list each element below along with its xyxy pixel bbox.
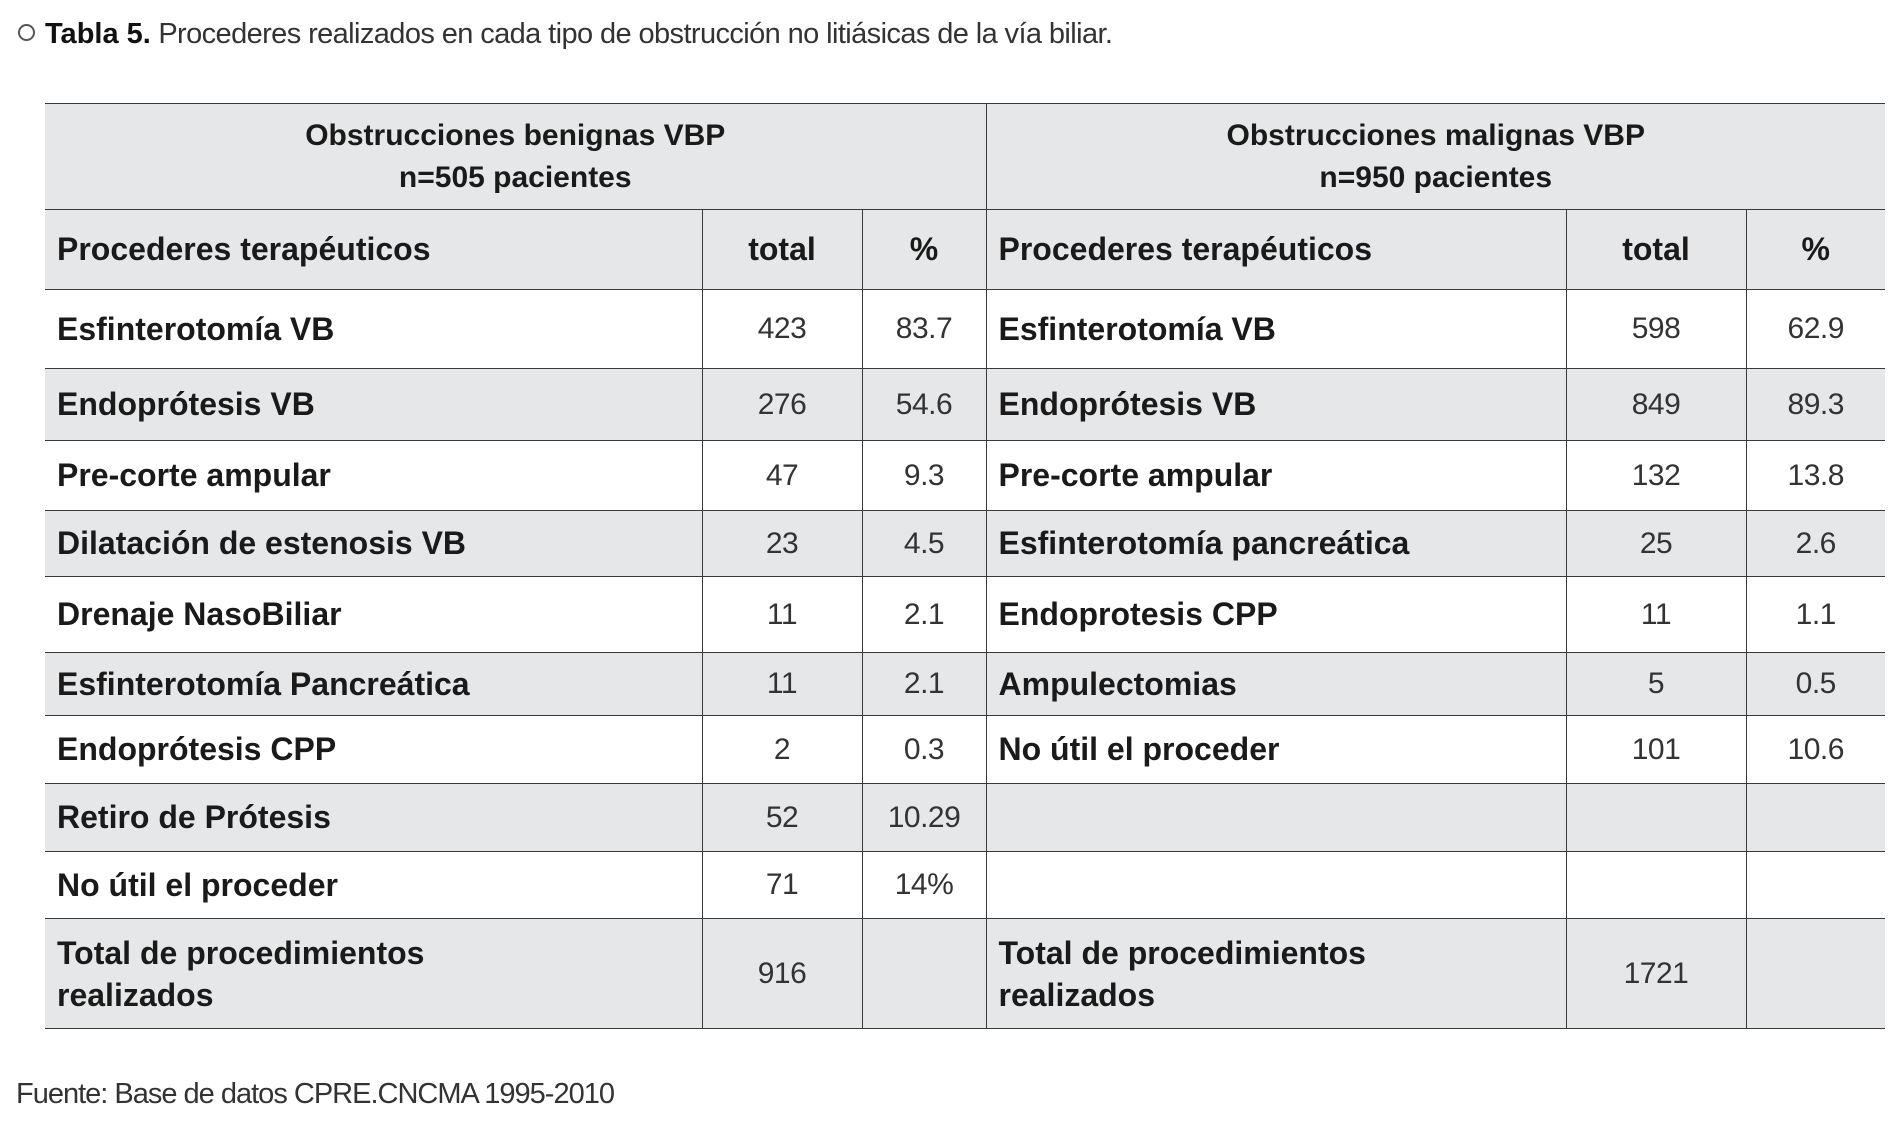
benign-procedure-pct: 54.6 bbox=[862, 369, 986, 441]
benign-procedure-name: No útil el proceder bbox=[45, 852, 702, 919]
benign-procedure-name: Endoprótesis CPP bbox=[45, 716, 702, 784]
benign-col-pct-header: % bbox=[862, 210, 986, 290]
malign-procedure-name: No útil el proceder bbox=[986, 716, 1566, 784]
table-row bbox=[45, 290, 1885, 369]
benign-procedure-total: 47 bbox=[702, 441, 862, 511]
malign-col-total-header: total bbox=[1566, 210, 1746, 290]
benign-procedure-pct: 10.29 bbox=[862, 784, 986, 852]
benign-procedure-total: 71 bbox=[702, 852, 862, 919]
malign-procedure-pct: 13.8 bbox=[1746, 441, 1885, 511]
malign-procedure-name: Esfinterotomía VB bbox=[986, 290, 1566, 369]
benign-group-subtitle: n=505 pacientes bbox=[398, 160, 632, 194]
benign-procedure-name: Retiro de Prótesis bbox=[45, 784, 702, 852]
circle-bullet-icon bbox=[18, 24, 35, 41]
benign-col-total-header: total bbox=[702, 210, 862, 290]
table-caption bbox=[18, 14, 1112, 54]
malign-procedure-name: Endoprótesis VB bbox=[986, 369, 1566, 441]
malign-total-label-line2: realizados bbox=[998, 976, 1156, 1013]
benign-procedure-name: Esfinterotomía Pancreática bbox=[45, 653, 702, 716]
procedures-table bbox=[45, 103, 1885, 1029]
benign-procedure-pct: 9.3 bbox=[862, 441, 986, 511]
benign-group-title: Obstrucciones benignas VBP bbox=[305, 118, 726, 152]
benign-col-name-header: Procederes terapéuticos bbox=[45, 210, 702, 290]
benign-procedure-pct: 2.1 bbox=[862, 653, 986, 716]
table-row bbox=[45, 511, 1885, 577]
benign-procedure-total: 276 bbox=[702, 369, 862, 441]
malign-total-value: 1721 bbox=[1566, 919, 1746, 1029]
table-row bbox=[45, 716, 1885, 784]
malign-procedure-total: 101 bbox=[1566, 716, 1746, 784]
benign-total-label-line2: realizados bbox=[57, 976, 214, 1013]
benign-total-value: 916 bbox=[702, 919, 862, 1029]
benign-procedure-name: Dilatación de estenosis VB bbox=[45, 511, 702, 577]
malign-procedure-total: 132 bbox=[1566, 441, 1746, 511]
malign-procedure-pct: 2.6 bbox=[1746, 511, 1885, 577]
benign-procedure-name: Esfinterotomía VB bbox=[45, 290, 702, 369]
malign-procedure-name: Ampulectomias bbox=[986, 653, 1566, 716]
table-row bbox=[45, 441, 1885, 511]
malign-procedure-total: 25 bbox=[1566, 511, 1746, 577]
benign-group-header bbox=[45, 104, 986, 210]
table-row bbox=[45, 784, 1885, 852]
totals-row bbox=[45, 919, 1885, 1029]
malign-procedure-total: 849 bbox=[1566, 369, 1746, 441]
column-header-row bbox=[45, 210, 1885, 290]
malign-procedure-pct: 89.3 bbox=[1746, 369, 1885, 441]
malign-procedure-total: 598 bbox=[1566, 290, 1746, 369]
malign-group-title: Obstrucciones malignas VBP bbox=[1226, 118, 1645, 152]
malign-procedure-total: 11 bbox=[1566, 577, 1746, 653]
malign-total-pct bbox=[1746, 919, 1885, 1029]
benign-procedure-total: 423 bbox=[702, 290, 862, 369]
malign-group-subtitle: n=950 pacientes bbox=[1319, 160, 1553, 194]
malign-total-label-line1: Total de procedimientos bbox=[998, 934, 1366, 971]
benign-total-label-line1: Total de procedimientos bbox=[57, 934, 425, 971]
malign-procedure-total bbox=[1566, 852, 1746, 919]
malign-total-label bbox=[986, 919, 1566, 1029]
benign-procedure-total: 2 bbox=[702, 716, 862, 784]
table-row bbox=[45, 653, 1885, 716]
malign-procedure-name bbox=[986, 784, 1566, 852]
source-note: Fuente: Base de datos CPRE.CNCMA 1995-2010 bbox=[16, 1078, 614, 1110]
benign-procedure-total: 23 bbox=[702, 511, 862, 577]
malign-procedure-total: 5 bbox=[1566, 653, 1746, 716]
group-header-row bbox=[45, 104, 1885, 210]
malign-col-pct-header: % bbox=[1746, 210, 1885, 290]
malign-procedure-name: Pre-corte ampular bbox=[986, 441, 1566, 511]
malign-procedure-pct: 62.9 bbox=[1746, 290, 1885, 369]
malign-procedure-pct bbox=[1746, 784, 1885, 852]
benign-procedure-name: Pre-corte ampular bbox=[45, 441, 702, 511]
malign-procedure-pct bbox=[1746, 852, 1885, 919]
benign-procedure-name: Endoprótesis VB bbox=[45, 369, 702, 441]
benign-procedure-pct: 83.7 bbox=[862, 290, 986, 369]
benign-procedure-name: Drenaje NasoBiliar bbox=[45, 577, 702, 653]
malign-group-header bbox=[986, 104, 1885, 210]
benign-procedure-pct: 2.1 bbox=[862, 577, 986, 653]
benign-procedure-pct: 4.5 bbox=[862, 511, 986, 577]
benign-total-label bbox=[45, 919, 702, 1029]
malign-procedure-pct: 0.5 bbox=[1746, 653, 1885, 716]
table-row bbox=[45, 577, 1885, 653]
benign-procedure-total: 11 bbox=[702, 577, 862, 653]
caption-label: Tabla 5. bbox=[45, 18, 151, 50]
benign-procedure-pct: 0.3 bbox=[862, 716, 986, 784]
malign-procedure-pct: 10.6 bbox=[1746, 716, 1885, 784]
benign-procedure-total: 52 bbox=[702, 784, 862, 852]
benign-procedure-pct: 14% bbox=[862, 852, 986, 919]
caption-text: Procederes realizados en cada tipo de obstrucción no litiásicas de la vía biliar. bbox=[158, 18, 1113, 50]
malign-procedure-name: Endoprotesis CPP bbox=[986, 577, 1566, 653]
table-row bbox=[45, 369, 1885, 441]
malign-procedure-name bbox=[986, 852, 1566, 919]
benign-total-pct bbox=[862, 919, 986, 1029]
table-row bbox=[45, 852, 1885, 919]
malign-procedure-pct: 1.1 bbox=[1746, 577, 1885, 653]
malign-procedure-total bbox=[1566, 784, 1746, 852]
benign-procedure-total: 11 bbox=[702, 653, 862, 716]
malign-procedure-name: Esfinterotomía pancreática bbox=[986, 511, 1566, 577]
malign-col-name-header: Procederes terapéuticos bbox=[986, 210, 1566, 290]
